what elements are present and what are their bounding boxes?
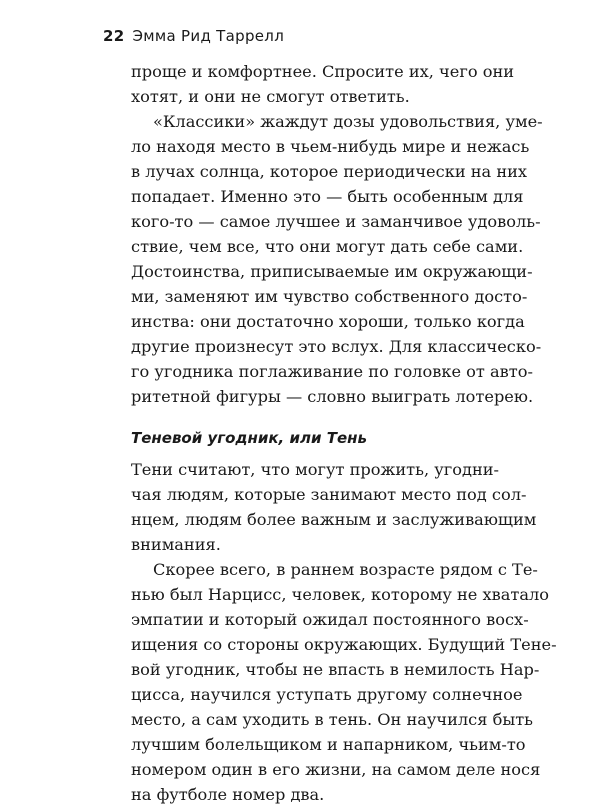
text-line: проще и комфортнее. Спросите их, чего они	[131, 62, 515, 81]
text-line: ищения со стороны окружающих. Будущий Тене-	[131, 635, 557, 654]
text-line: го угодника поглаживание по головке от авто-	[131, 362, 533, 381]
text-line: попадает. Именно это — быть особенным для	[131, 187, 524, 206]
text-line: кого-то — самое лучшее и заманчивое удоволь-	[131, 212, 541, 231]
text-line: лучшим болельщиком и напарником, чьим-то	[131, 735, 526, 754]
text-line: ми, заменяют им чувство собственного досто-	[131, 287, 528, 306]
text-line: ло находя место в чьем-нибудь мире и нежась	[131, 137, 530, 156]
text-line: вой угодник, чтобы не впасть в немилость Нар-	[131, 660, 540, 679]
paragraph	[131, 557, 557, 807]
author-name: Эмма Рид Таррелл	[132, 27, 285, 45]
text-line: на футболе номер два.	[131, 785, 325, 804]
paragraph	[131, 59, 515, 109]
text-line: Скорее всего, в раннем возрасте рядом с Те-	[153, 560, 538, 579]
body-text	[131, 59, 557, 807]
text-line: другие произнесут это вслух. Для классическо-	[131, 337, 542, 356]
text-line: внимания.	[131, 535, 221, 554]
paragraph	[131, 109, 543, 409]
section-heading: Теневой угодник, или Тень	[131, 429, 367, 447]
text-line: Тени считают, что могут прожить, угодни-	[131, 460, 499, 479]
paragraph	[131, 457, 537, 557]
page-number: 22	[103, 27, 125, 45]
text-line: чая людям, которые занимают место под сол-	[131, 485, 527, 504]
text-line: нью был Нарцисс, человек, которому не хватало	[131, 585, 550, 604]
text-line: ритетной фигуры — словно выиграть лотерею.	[131, 387, 534, 406]
text-line: инства: они достаточно хороши, только когда	[131, 312, 525, 331]
text-line: место, а сам уходить в тень. Он научился быть	[131, 710, 534, 729]
text-line: номером один в его жизни, на самом деле нося	[131, 760, 541, 779]
text-line: нцем, людям более важным и заслуживающим	[131, 510, 537, 529]
running-head	[103, 27, 284, 45]
text-line: цисса, научился уступать другому солнечное	[131, 685, 523, 704]
text-line: «Классики» жаждут дозы удовольствия, уме-	[153, 112, 543, 131]
text-line: эмпатии и который ожидал постоянного восх-	[131, 610, 529, 629]
text-line: ствие, чем все, что они могут дать себе сами.	[131, 237, 524, 256]
text-line: хотят, и они не смогут ответить.	[131, 87, 410, 106]
text-line: в лучах солнца, которое периодически на них	[131, 162, 528, 181]
text-line: Достоинства, приписываемые им окружающи-	[131, 262, 533, 281]
